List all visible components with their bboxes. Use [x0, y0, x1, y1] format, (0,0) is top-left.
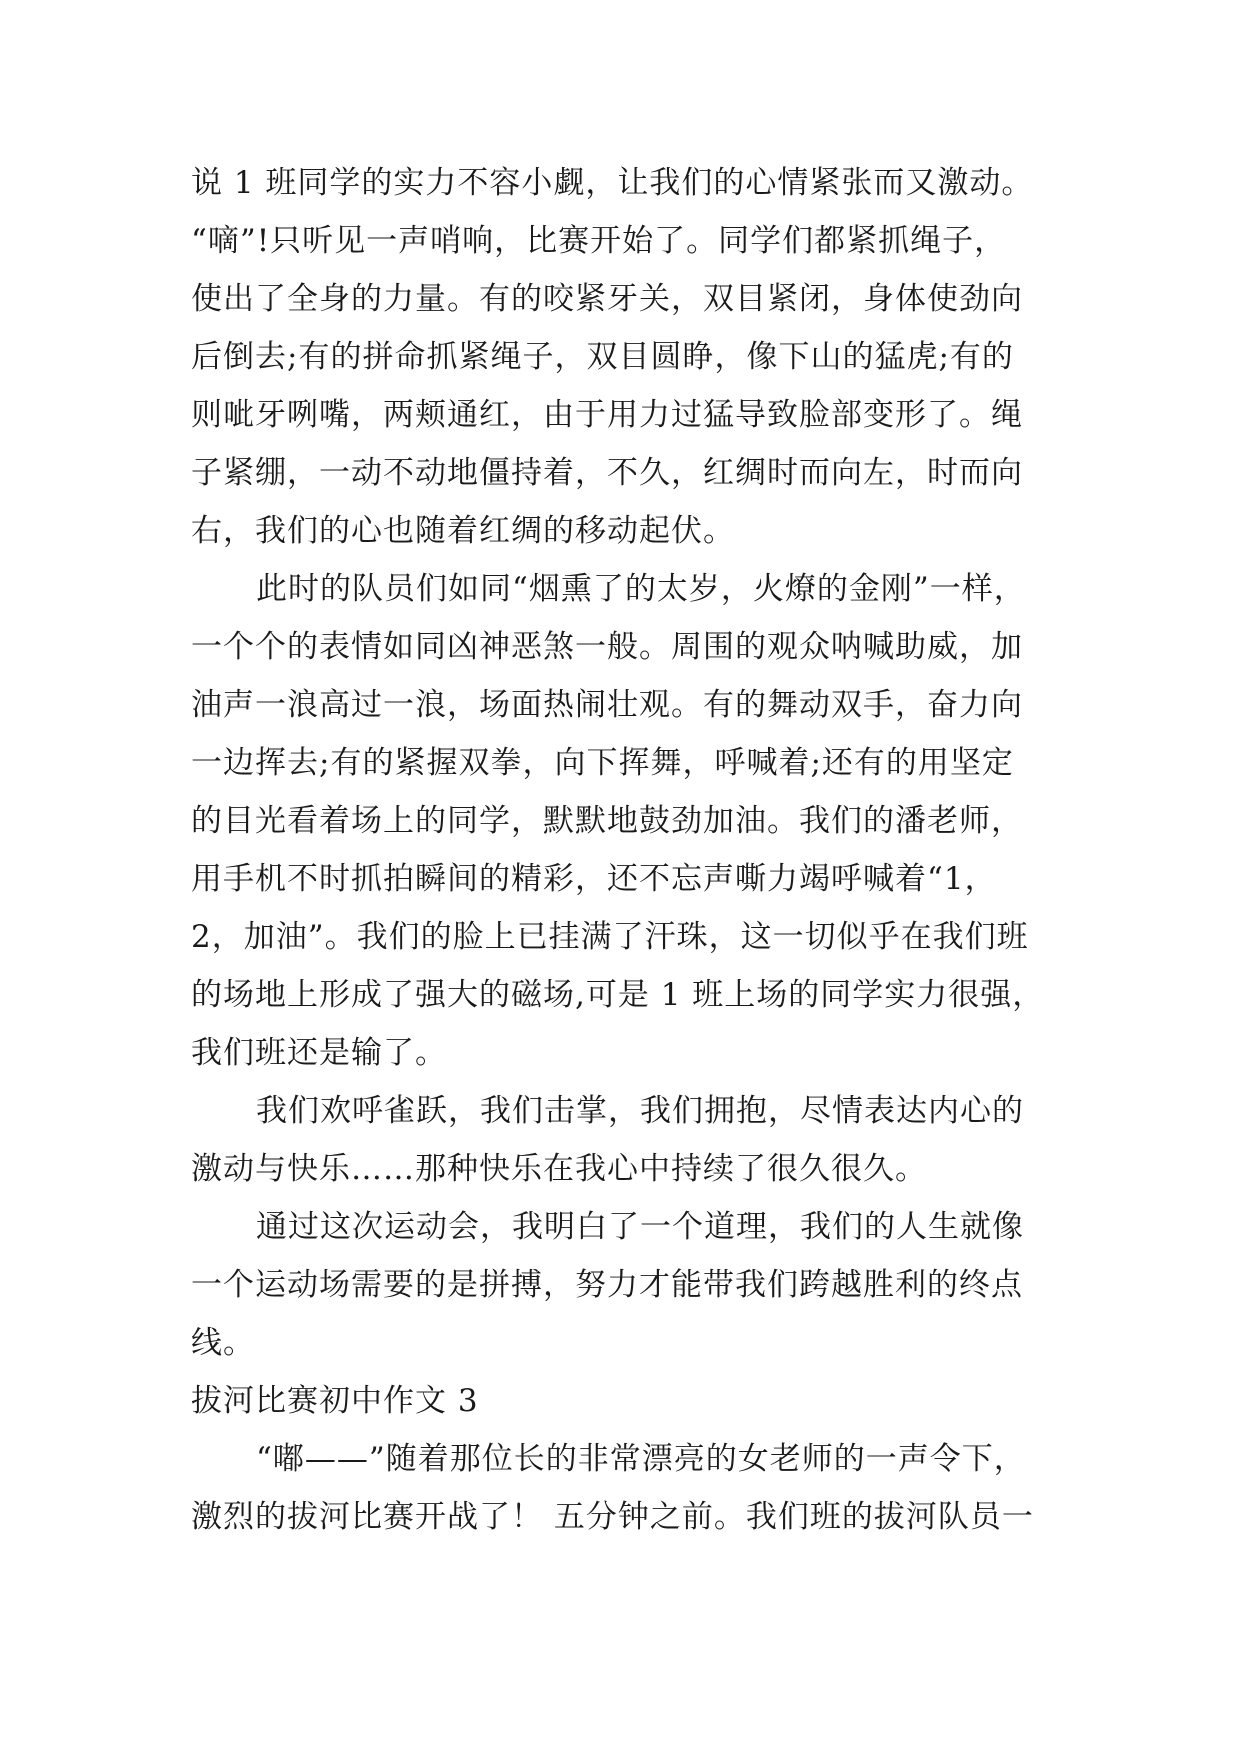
text-line: 的目光看着场上的同学，默默地鼓劲加油。我们的潘老师，: [191, 803, 1023, 839]
paragraph-first-line: 此时的队员们如同“烟熏了的太岁，火燎的金刚”一样，: [256, 571, 1026, 607]
text-line: 我们班还是输了。: [191, 1035, 447, 1071]
paragraph-first-line: 我们欢呼雀跃，我们击掌，我们拥抱，尽情表达内心的: [256, 1093, 1024, 1129]
text-line: 右，我们的心也随着红绸的移动起伏。: [191, 513, 735, 549]
paragraph-first-line: “嘟——”随着那位长的非常漂亮的女老师的一声令下，: [256, 1441, 1026, 1477]
text-line: 一边挥去;有的紧握双拳，向下挥舞，呼喊着;还有的用坚定: [191, 745, 1014, 781]
text-line: 激动与快乐……那种快乐在我心中持续了很久很久。: [191, 1151, 927, 1187]
text-line: 使出了全身的力量。有的咬紧牙关，双目紧闭，身体使劲向: [191, 281, 1023, 317]
text-line: 则呲牙咧嘴，两颊通红，由于用力过猛导致脸部变形了。绳: [191, 397, 1023, 433]
text-line: 油声一浪高过一浪，场面热闹壮观。有的舞动双手，奋力向: [191, 687, 1023, 723]
section-heading: 拔河比赛初中作文 3: [191, 1383, 479, 1419]
text-line: 说 1 班同学的实力不容小觑，让我们的心情紧张而又激动。: [191, 165, 1034, 201]
text-line: “嘀”!只听见一声哨响，比赛开始了。同学们都紧抓绳子，: [191, 223, 1007, 259]
text-line: 激烈的拔河比赛开战了！ 五分钟之前。我们班的拔河队员一: [191, 1499, 1034, 1535]
text-line: 2，加油”。我们的脸上已挂满了汗珠，这一切似乎在我们班: [191, 919, 1029, 955]
text-line: 用手机不时抓拍瞬间的精彩，还不忘声嘶力竭呼喊着“1，: [191, 861, 997, 897]
text-line: 一个运动场需要的是拼搏，努力才能带我们跨越胜利的终点: [191, 1267, 1023, 1303]
text-line: 子紧绷，一动不动地僵持着，不久，红绸时而向左，时而向: [191, 455, 1023, 491]
text-line: 一个个的表情如同凶神恶煞一般。周围的观众呐喊助威，加: [191, 629, 1023, 665]
text-line: 线。: [191, 1325, 255, 1361]
text-line: 的场地上形成了强大的磁场,可是 1 班上场的同学实力很强，: [191, 977, 1045, 1013]
text-line: 后倒去;有的拼命抓紧绳子，双目圆睁，像下山的猛虎;有的: [191, 339, 1014, 375]
paragraph-first-line: 通过这次运动会，我明白了一个道理，我们的人生就像: [256, 1209, 1024, 1245]
